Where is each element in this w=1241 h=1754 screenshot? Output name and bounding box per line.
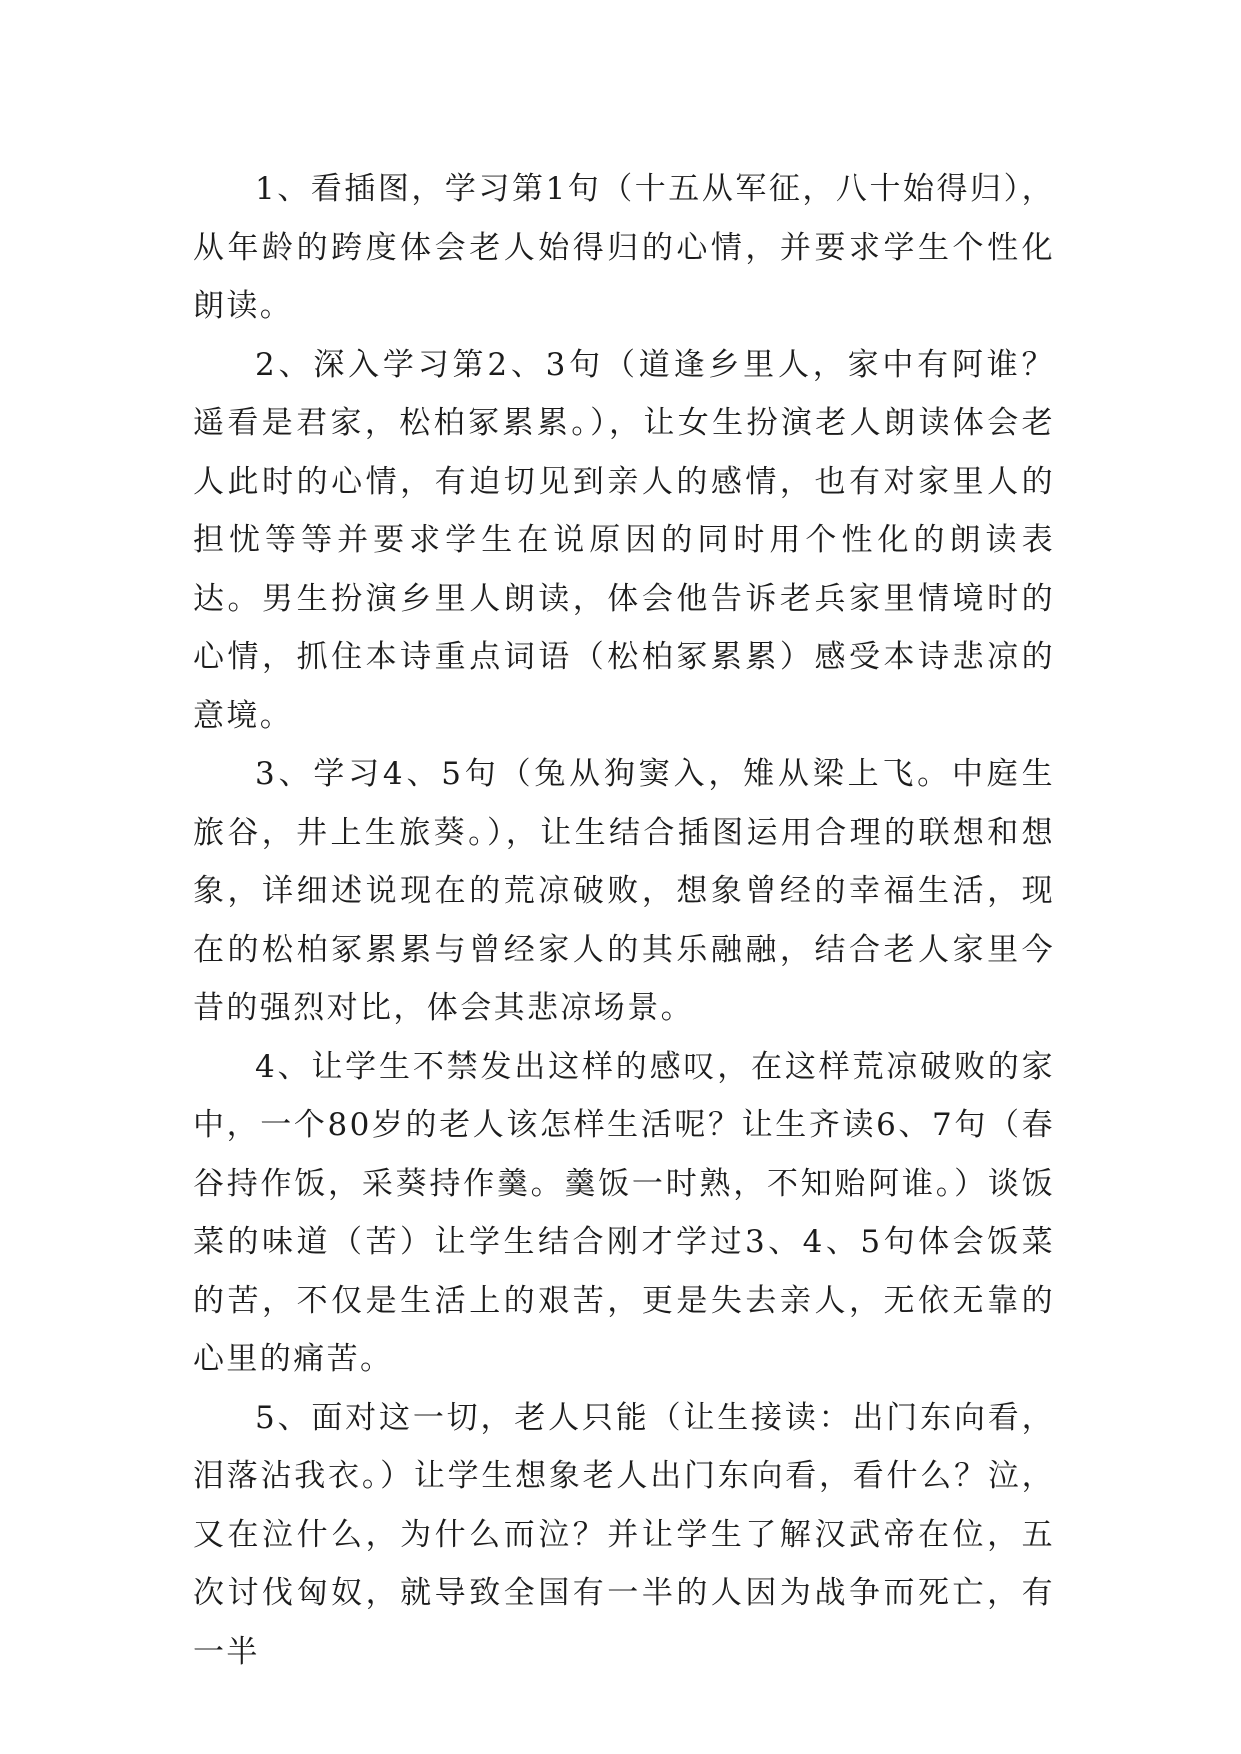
paragraph-3: 3、学习4、5句（兔从狗窦入，雉从梁上飞。中庭生旅谷，井上生旅葵。），让生结合插图运用合理的联想和想象，详细述说现在的荒凉破败，想象曾经的幸福生活，现在的松柏冢累累与曾经家人的其乐融融，结合老人家里今昔的强烈对比，体会其悲凉场景。 (193, 756, 1055, 1026)
paragraph-1: 1、看插图，学习第1句（十五从军征，八十始得归），从年龄的跨度体会老人始得归的心情，并要求学生个性化朗读。 (193, 171, 1055, 324)
paragraph-2: 2、深入学习第2、3句（道逢乡里人，家中有阿谁？遥看是君家，松柏冢累累。），让女生扮演老人朗读体会老人此时的心情，有迫切见到亲人的感情，也有对家里人的担忧等等并要求学生在说原因的同时用个性化的朗读表达。男生扮演乡里人朗读，体会他告诉老兵家里情境时的心情，抓住本诗重点词语（松柏冢累累）感受本诗悲凉的意境。 (193, 346, 1055, 734)
paragraph-4: 4、让学生不禁发出这样的感叹，在这样荒凉破败的家中，一个80岁的老人该怎样生活呢？让生齐读6、7句（春谷持作饭，采葵持作羹。羹饭一时熟，不知贻阿谁。）谈饭菜的味道（苦）让学生结合刚才学过3、4、5句体会饭菜的苦，不仅是生活上的艰苦，更是失去亲人，无依无靠的心里的痛苦。 (193, 1048, 1055, 1377)
paragraph-5: 5、面对这一切，老人只能（让生接读：出门东向看，泪落沾我衣。）让学生想象老人出门东向看，看什么？泣，又在泣什么，为什么而泣？并让学生了解汉武帝在位，五次讨伐匈奴，就导致全国有一半的人因为战争而死亡，有一半 (193, 1399, 1055, 1670)
document-page (193, 160, 1055, 1681)
